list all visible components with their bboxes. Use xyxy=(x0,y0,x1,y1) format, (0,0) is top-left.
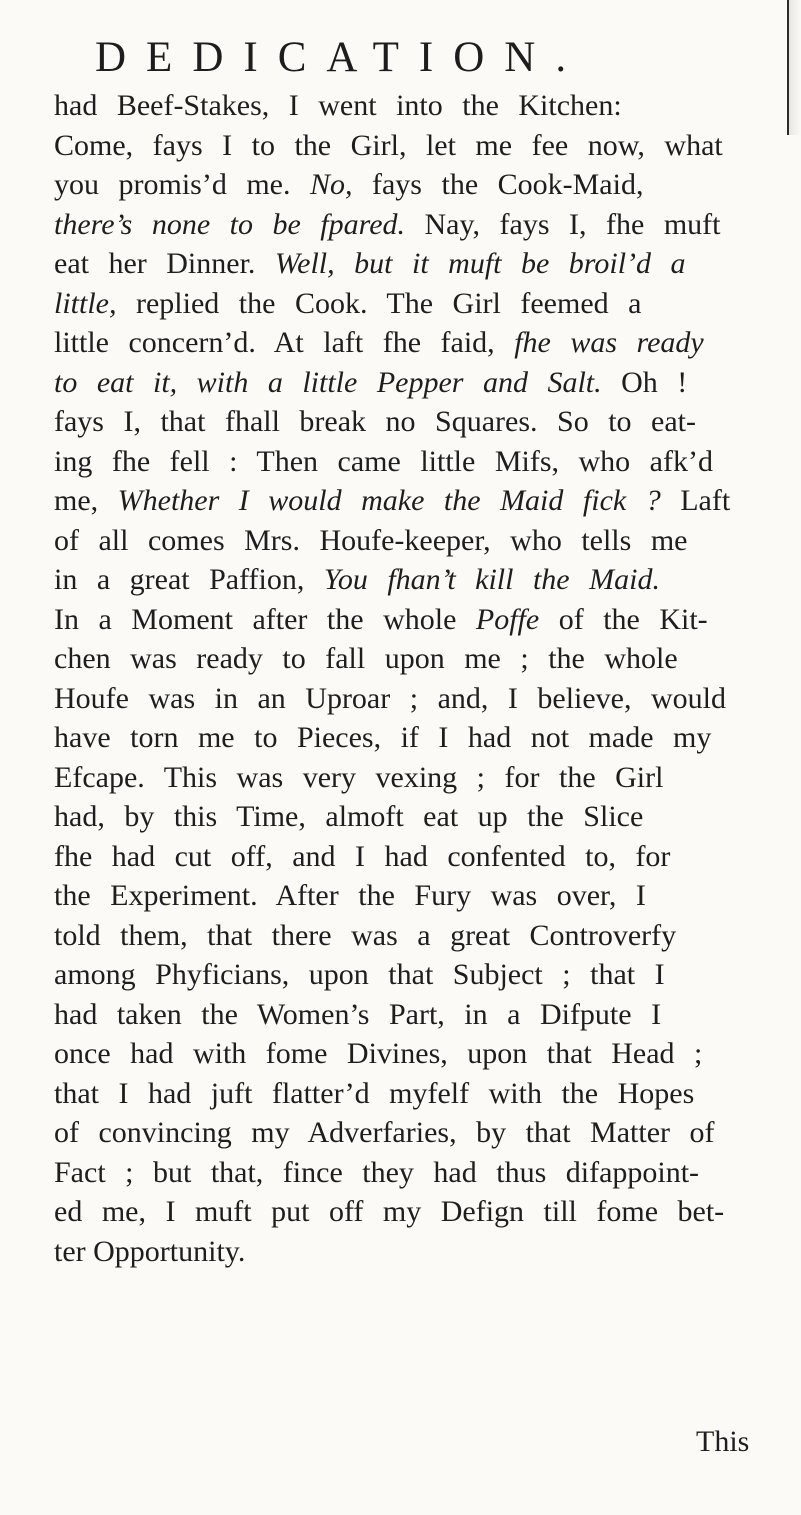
text-line xyxy=(54,363,792,403)
text-line xyxy=(54,86,792,126)
text-line xyxy=(54,1192,792,1232)
catchword: This xyxy=(696,1425,750,1458)
text-span: among Phyficians, upon that Subject ; that I xyxy=(54,958,665,991)
text-line xyxy=(54,323,792,363)
text-span: Efcape. This was very vexing ; for the Girl xyxy=(54,760,664,794)
text-span: had Beef-Stakes, I went into the Kitchen: xyxy=(54,89,622,122)
text-span: of all comes Mrs. Houfe-keeper, who tells me xyxy=(54,523,688,557)
text-span: In a Moment after the whole xyxy=(54,602,476,636)
text-span: fays I, that fhall break no Squares. So to eat- xyxy=(54,405,697,438)
text-span: have torn me to Pieces, if I had not made my xyxy=(54,721,712,754)
text-line xyxy=(54,639,792,679)
text-line xyxy=(54,126,792,166)
text-line xyxy=(54,718,792,758)
text-span: ter Opportunity. xyxy=(54,1234,246,1268)
text-line xyxy=(54,955,792,995)
text-span: Laft xyxy=(660,484,731,517)
italic-text: little, xyxy=(54,286,117,320)
italic-text: Poffe xyxy=(475,602,540,636)
text-span: fays the Cook-Maid, xyxy=(352,168,644,201)
text-line xyxy=(54,442,792,482)
text-line xyxy=(54,402,792,442)
text-span: me, xyxy=(54,484,118,517)
italic-text: fhe was ready xyxy=(514,326,704,359)
text-span: Nay, fays I, fhe muft xyxy=(405,207,721,241)
text-line xyxy=(54,797,792,837)
text-line xyxy=(54,521,792,561)
text-span: the Experiment. After the Fury was over, I xyxy=(54,879,646,912)
text-span: had taken the Women’s Part, in a Difpute I xyxy=(54,997,662,1031)
text-line xyxy=(54,758,792,798)
italic-text: there’s none to be fpared. xyxy=(54,207,406,241)
italic-text: You fhan’t kill the Maid. xyxy=(323,563,660,596)
text-span: Houfe was in an Uproar ; and, I believe, would xyxy=(54,681,726,715)
text-span: fhe had cut off, and I had confented to, for xyxy=(54,839,671,873)
text-span: in a great Paffion, xyxy=(54,563,324,596)
text-span: of convincing my Adverfaries, by that Matter of xyxy=(54,1116,715,1149)
text-span: ing fhe fell : Then came little Mifs, who afk’d xyxy=(54,444,713,478)
text-line xyxy=(54,876,792,916)
body-text xyxy=(54,86,792,1271)
text-line xyxy=(54,600,792,640)
text-span: once had with fome Divines, upon that Head ; xyxy=(54,1037,703,1070)
text-span: little concern’d. At laft fhe faid, xyxy=(54,326,515,359)
text-line xyxy=(54,244,792,284)
text-line xyxy=(54,1074,792,1114)
italic-text: to eat it, with a little Pepper and Salt. xyxy=(54,365,602,399)
text-span: you promis’d me. xyxy=(54,168,310,201)
text-line xyxy=(54,481,792,521)
text-line xyxy=(54,679,792,719)
text-line xyxy=(54,837,792,877)
text-line xyxy=(54,165,792,205)
italic-text: Well, but it muft be broil’d a xyxy=(274,247,686,280)
text-span: of the Kit- xyxy=(539,602,708,636)
text-span: had, by this Time, almoft eat up the Slice xyxy=(54,800,644,833)
text-line xyxy=(54,916,792,956)
text-span: that I had juft flatter’d myfelf with the Hopes xyxy=(54,1076,695,1110)
italic-text: Whether I would make the Maid fick ? xyxy=(117,484,661,517)
italic-text: No, xyxy=(309,168,353,201)
text-span: told them, that there was a great Controverfy xyxy=(54,918,677,952)
text-span: eat her Dinner. xyxy=(54,247,275,280)
running-head: DEDICATION. xyxy=(95,34,587,81)
text-span: ed me, I muft put off my Defign till fome bet- xyxy=(54,1195,725,1228)
text-line xyxy=(54,995,792,1035)
text-line xyxy=(54,1153,792,1193)
text-line xyxy=(54,560,792,600)
text-span: replied the Cook. The Girl feemed a xyxy=(116,286,642,320)
text-span: Oh ! xyxy=(601,365,688,399)
text-span: Fact ; but that, fince they had thus difappoint- xyxy=(54,1155,700,1189)
text-span: chen was ready to fall upon me ; the whole xyxy=(54,642,678,675)
text-line xyxy=(54,284,792,324)
text-line xyxy=(54,1113,792,1153)
text-line xyxy=(54,1232,792,1272)
text-line xyxy=(54,1034,792,1074)
text-span: Come, fays I to the Girl, let me fee now, what xyxy=(54,128,723,162)
text-line xyxy=(54,205,792,245)
